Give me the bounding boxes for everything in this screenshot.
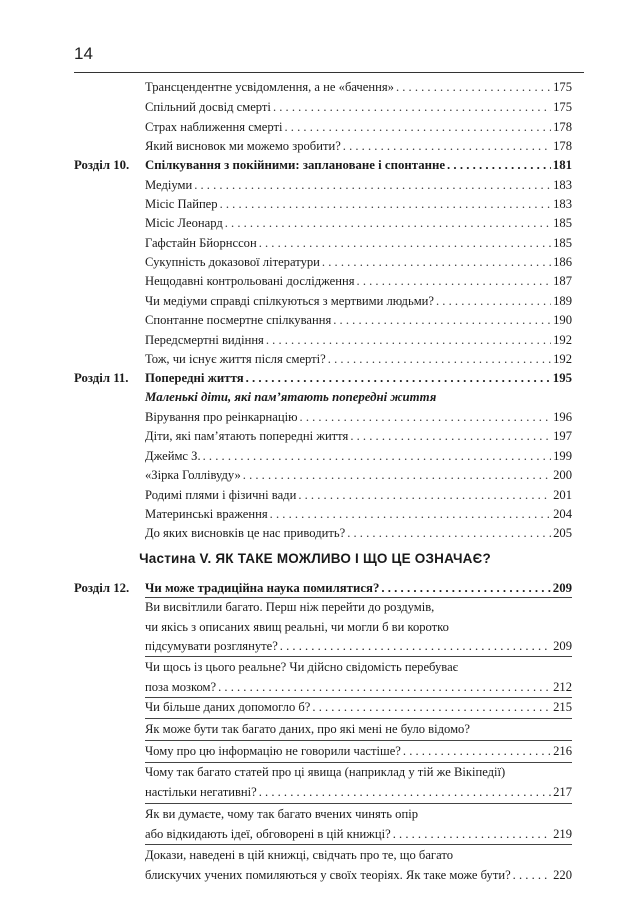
toc-entry-page: 192 bbox=[553, 333, 572, 347]
toc-entry[interactable] bbox=[145, 526, 572, 541]
toc-entry-page: 217 bbox=[553, 784, 572, 799]
toc-entry-title: Чи медіуми справді спілкуються з мертвими людьми? bbox=[145, 294, 434, 308]
toc-entry[interactable] bbox=[145, 80, 572, 95]
separator bbox=[145, 718, 572, 719]
chapter-label: Розділ 10. bbox=[74, 158, 130, 172]
toc-chapter-10[interactable] bbox=[74, 158, 572, 173]
toc-entry-page: 178 bbox=[553, 139, 572, 153]
toc-entry-line: Чому так багато статей про ці явища (наприклад у тій же Вікіпедії) bbox=[145, 765, 506, 779]
toc-entry-title: Як може бути так багато даних, про які мені не було відомо? bbox=[145, 722, 470, 736]
toc-entry[interactable] bbox=[145, 313, 572, 328]
page-number: 14 bbox=[74, 44, 93, 63]
toc-entry[interactable] bbox=[145, 658, 572, 697]
toc-entry-line: чи якісь з описаних явищ реальні, чи могли б ви коротко bbox=[145, 619, 449, 634]
toc-entry-line: Ви висвітлили багато. Перш ніж перейти до роздумів, bbox=[145, 600, 435, 614]
toc-entry[interactable] bbox=[145, 274, 572, 289]
toc-entry-page: 204 bbox=[553, 507, 572, 521]
toc-entry-page: 205 bbox=[553, 526, 572, 540]
toc-entry-title: Місіс Леонард bbox=[145, 216, 223, 230]
toc-entry-page: 190 bbox=[553, 313, 572, 327]
toc-entry-page: 183 bbox=[553, 178, 572, 192]
toc-entry-page: 185 bbox=[553, 216, 572, 230]
separator bbox=[145, 740, 572, 741]
toc-entry-page: 209 bbox=[553, 639, 572, 653]
toc-entry-page: 186 bbox=[553, 255, 572, 269]
toc-entry-title: Який висновок ми можемо зробити? bbox=[145, 139, 341, 153]
toc-entry-title: Місіс Пайпер bbox=[145, 197, 218, 211]
header-rule bbox=[74, 72, 584, 73]
toc-entry-title: Медіуми bbox=[145, 178, 193, 192]
toc-entry-title: Нещодавні контрольовані дослідження bbox=[145, 274, 355, 288]
toc-entry[interactable] bbox=[145, 236, 572, 251]
chapter-page: 195 bbox=[552, 371, 572, 385]
toc-entry[interactable] bbox=[145, 197, 572, 212]
toc-entry[interactable] bbox=[145, 216, 572, 231]
chapter-label: Розділ 11. bbox=[74, 371, 129, 385]
toc-entry-line: підсумувати розглянуте? bbox=[145, 639, 278, 653]
toc-entry-line: настільки негативні? bbox=[145, 784, 257, 799]
toc-entry-page: 185 bbox=[553, 236, 572, 250]
toc-entry[interactable] bbox=[145, 805, 572, 844]
toc-entry-line: Чи щось із цього реальне? Чи дійсно свідомість перебуває bbox=[145, 660, 459, 674]
toc-entry[interactable] bbox=[145, 333, 572, 348]
toc-entry-title: До яких висновків це нас приводить? bbox=[145, 526, 346, 540]
toc-entry[interactable] bbox=[145, 139, 572, 154]
separator bbox=[145, 656, 572, 657]
toc-entry-page: 183 bbox=[553, 197, 572, 211]
toc-entry-title: Діти, які пам’ятають попередні життя bbox=[145, 429, 349, 443]
toc-chapter-11[interactable] bbox=[74, 371, 572, 386]
toc-entry-title: Вірування про реінкарнацію bbox=[145, 410, 298, 424]
toc-entry[interactable] bbox=[145, 598, 572, 657]
toc-entry-line: Як ви думаєте, чому так багато вчених чинять опір bbox=[145, 807, 418, 821]
chapter-page: 181 bbox=[552, 158, 572, 172]
toc-section-title: Маленькі діти, які пам’ятають попередні життя bbox=[145, 390, 437, 404]
separator bbox=[145, 803, 572, 804]
chapter-title: Чи може традиційна наука помилятися? bbox=[145, 581, 380, 595]
part-title: Частина V. ЯК ТАКЕ МОЖЛИВО І ЩО ЦЕ ОЗНАЧАЄ? bbox=[139, 551, 491, 566]
toc-entry[interactable] bbox=[145, 720, 572, 740]
toc-entry-page: 220 bbox=[553, 867, 572, 882]
toc-entry-title: Чому про цю інформацію не говорили частіше? bbox=[145, 744, 401, 758]
toc-entry-line: поза мозком? bbox=[145, 679, 217, 694]
toc-entry-page: 189 bbox=[553, 294, 572, 308]
toc-entry-line: блискучих учених помиляються у своїх теоріях. Як таке може бути? bbox=[145, 867, 511, 882]
toc-entry-page: 196 bbox=[553, 410, 572, 424]
toc-entry-title: Материнські враження bbox=[145, 507, 268, 521]
toc-chapter-12[interactable] bbox=[74, 581, 572, 596]
toc-entry-line: Докази, наведені в цій книжці, свідчать про те, що багато bbox=[145, 848, 453, 862]
separator bbox=[145, 844, 572, 845]
toc-entry-title: Чи більше даних допомогло б? bbox=[145, 700, 311, 714]
toc-entry-title: Тож, чи існує життя після смерті? bbox=[145, 352, 326, 366]
toc-entry[interactable] bbox=[145, 698, 572, 718]
toc-entry[interactable] bbox=[145, 507, 572, 522]
toc-entry[interactable] bbox=[145, 488, 572, 503]
toc-entry-title: Сукупність доказової літератури bbox=[145, 255, 320, 269]
toc-entry-page: 215 bbox=[553, 700, 572, 714]
toc-entry-page: 192 bbox=[553, 352, 572, 366]
toc-entry[interactable] bbox=[145, 429, 572, 444]
toc-entry[interactable] bbox=[145, 742, 572, 762]
toc-entry-page: 175 bbox=[553, 100, 572, 114]
toc-entry-title: Спільний досвід смерті bbox=[145, 100, 271, 114]
toc-entry-page: 175 bbox=[553, 80, 572, 94]
toc-entry-page: 201 bbox=[553, 488, 572, 502]
toc-entry[interactable] bbox=[145, 178, 572, 193]
toc-entry[interactable] bbox=[145, 120, 572, 135]
toc-entry-page: 219 bbox=[553, 826, 572, 841]
toc-entry[interactable] bbox=[145, 352, 572, 367]
chapter-page: 209 bbox=[552, 581, 572, 595]
toc-entry-page: 216 bbox=[553, 744, 572, 758]
toc-entry-title: Спонтанне посмертне спілкування bbox=[145, 313, 332, 327]
toc-entry-title: Передсмертні видіння bbox=[145, 333, 264, 347]
toc-entry[interactable] bbox=[145, 100, 572, 115]
toc-entry-title: Джеймс З. bbox=[145, 449, 201, 463]
toc-entry-page: 199 bbox=[553, 449, 572, 463]
toc-entry[interactable] bbox=[145, 449, 572, 464]
toc-entry-title: Гафстайн Бйорнссон bbox=[145, 236, 257, 250]
chapter-title: Спілкування з покійними: заплановане і спонтанне bbox=[145, 158, 446, 172]
toc-entry-title: Трансцендентне усвідомлення, а не «бачення» bbox=[145, 80, 394, 94]
chapter-label: Розділ 12. bbox=[74, 581, 130, 595]
toc-entry-page: 178 bbox=[553, 120, 572, 134]
toc-entry-page: 197 bbox=[553, 429, 572, 443]
toc-entry-title: Родимі плями і фізичні вади bbox=[145, 488, 297, 502]
toc-entry-title: «Зірка Голлівуду» bbox=[145, 468, 241, 482]
toc-entry-page: 200 bbox=[553, 468, 572, 482]
toc-entry-page: 212 bbox=[553, 679, 572, 694]
toc-entry[interactable] bbox=[145, 846, 572, 885]
chapter-title: Попередні життя bbox=[145, 371, 244, 385]
toc-entry[interactable] bbox=[145, 294, 572, 309]
toc-entry-page: 187 bbox=[553, 274, 572, 288]
toc-entry-title: Страх наближення смерті bbox=[145, 120, 283, 134]
toc-entry-line: або відкидають ідеї, обговорені в цій книжці? bbox=[145, 826, 391, 841]
toc-entry[interactable] bbox=[145, 410, 572, 425]
toc-entry[interactable] bbox=[145, 763, 572, 802]
toc-entry[interactable] bbox=[145, 468, 572, 483]
toc-entry[interactable] bbox=[145, 255, 572, 270]
